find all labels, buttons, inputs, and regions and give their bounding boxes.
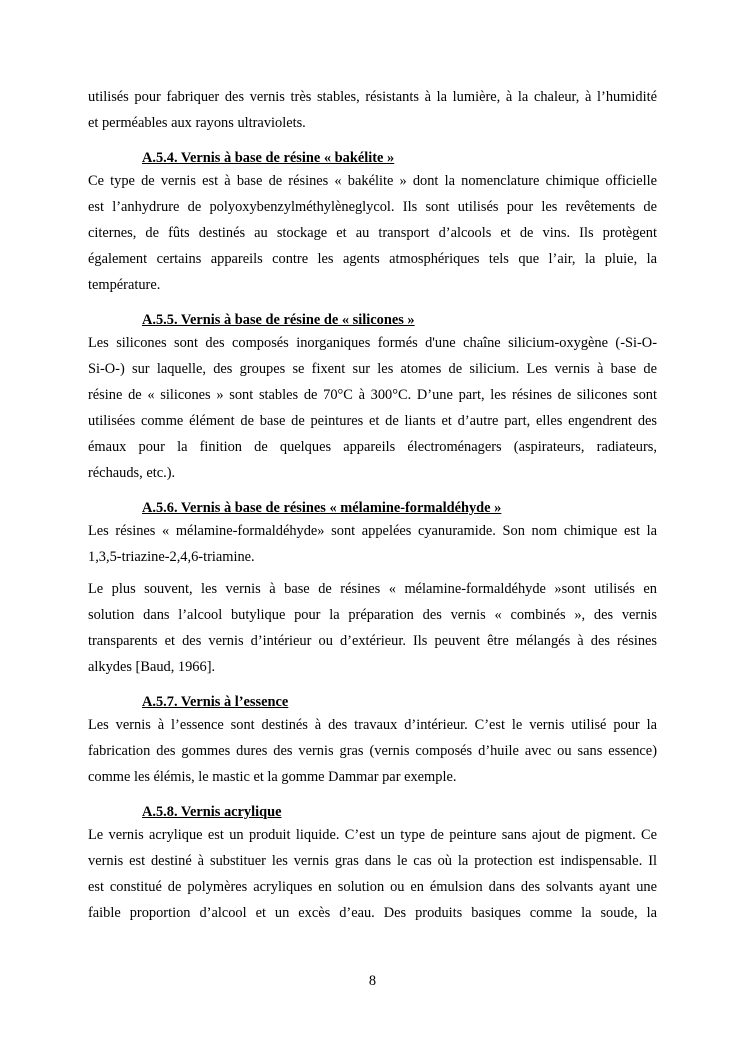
text-line: utilisés pour fabriquer des vernis très stables, résistants à la lumière, à la chaleur, à l’humidité [88, 89, 657, 105]
section-a55-paragraph [88, 330, 657, 486]
text-line: Le plus souvent, les vernis à base de résines « mélamine-formaldéhyde »sont utilisés en [88, 581, 657, 597]
text-line: fabrication des gommes dures des vernis gras (vernis composés d’huile avec ou sans essence) [88, 743, 657, 759]
text-line: est l’anhydrure de polyoxybenzylméthylèneglycol. Ils sont utilisés pour les revêtements de [88, 199, 657, 215]
text-line: transparents et des vernis d’intérieur ou d’extérieur. Ils peuvent être mélangés à des résines [88, 633, 657, 649]
text-line: 1,3,5-triazine-2,4,6-triamine. [88, 549, 255, 565]
text-line: réchauds, etc.). [88, 465, 176, 481]
section-a58-paragraph [88, 822, 657, 926]
text-line: également certains appareils contre les agents atmosphériques tels que l’air, la pluie, la [88, 251, 657, 267]
section-heading-a54: A.5.4. Vernis à base de résine « bakélite » [142, 150, 395, 166]
text-line: faible proportion d’alcool et un excès d’eau. Des produits basiques comme la soude, la [88, 905, 657, 921]
text-line: citernes, de fûts destinés au stockage et au transport d’alcools et de vins. Ils protègent [88, 225, 657, 241]
text-line: température. [88, 277, 161, 293]
section-heading-a57: A.5.7. Vernis à l’essence [142, 694, 289, 710]
document-page [88, 84, 657, 926]
section-a57-paragraph [88, 712, 657, 790]
text-line: vernis est destiné à substituer les vernis gras dans le cas où la protection est indispensable. Il [88, 853, 657, 869]
text-line: Les vernis à l’essence sont destinés à des travaux d’intérieur. C’est le vernis utilisé pour la [88, 717, 657, 733]
text-line: et perméables aux rayons ultraviolets. [88, 115, 306, 131]
text-line: utilisées comme élément de base de peintures et de liants et d’autre part, elles engendrent des [88, 413, 657, 429]
text-line: Si-O-) sur laquelle, des groupes se fixent sur les atomes de silicium. Les vernis à base de [88, 361, 657, 377]
text-line: solution dans l’alcool butylique pour la préparation des vernis « combinés », des vernis [88, 607, 657, 623]
text-line: résine de « silicones » sont stables de 70°C à 300°C. D’une part, les résines de silicones sont [88, 387, 657, 403]
section-a56-paragraph-2 [88, 576, 657, 680]
text-line: émaux pour la finition de quelques appareils électroménagers (aspirateurs, radiateurs, [88, 439, 657, 455]
section-a56-paragraph-1 [88, 518, 657, 570]
intro-paragraph [88, 84, 657, 136]
text-line: Le vernis acrylique est un produit liquide. C’est un type de peinture sans ajout de pigment. Ce [88, 827, 657, 843]
section-heading-a56: A.5.6. Vernis à base de résines « mélamine-formaldéhyde » [142, 500, 502, 516]
text-line: alkydes [Baud, 1966]. [88, 659, 216, 675]
text-line: Les silicones sont des composés inorganiques formés d'une chaîne silicium-oxygène (-Si-O- [88, 335, 657, 351]
text-line: comme les élémis, le mastic et la gomme Dammar par exemple. [88, 769, 457, 785]
section-heading-a58: A.5.8. Vernis acrylique [142, 804, 282, 820]
text-line: est constitué de polymères acryliques en solution ou en émulsion dans des solvants ayant une [88, 879, 657, 895]
page-number: 8 [368, 973, 377, 989]
text-line: Ce type de vernis est à base de résines « bakélite » dont la nomenclature chimique officielle [88, 173, 657, 189]
section-heading-a55: A.5.5. Vernis à base de résine de « silicones » [142, 312, 415, 328]
section-a54-paragraph [88, 168, 657, 298]
text-line: Les résines « mélamine-formaldéhyde» sont appelées cyanuramide. Son nom chimique est la [88, 523, 657, 539]
